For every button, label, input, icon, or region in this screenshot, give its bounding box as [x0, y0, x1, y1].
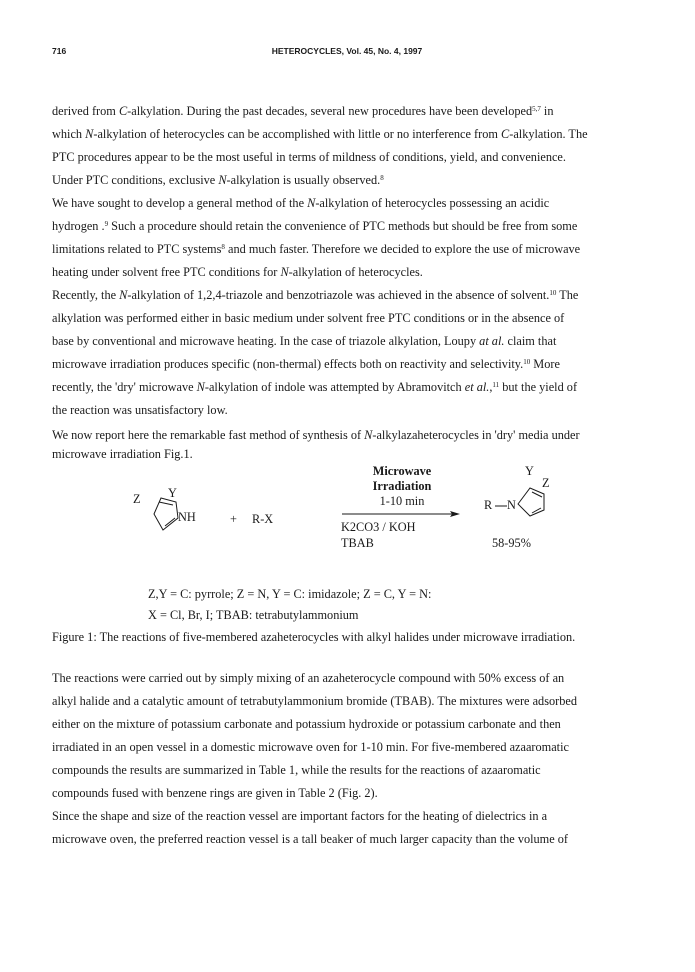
- text-line: heating under solvent free PTC conditions for N-alkylation of heterocycles.: [52, 265, 423, 279]
- reaction-arrow: [342, 510, 462, 518]
- text-line: base by conventional and microwave heating. In the case of triazole alkylation, Loupy at al. claim that: [52, 334, 557, 348]
- text-line: irradiated in an open vessel in a domestic microwave oven for 1-10 min. For five-membered azaaromatic: [52, 740, 569, 754]
- text-line: compounds the results are summarized in Table 1, while the results for the reactions of azaaromatic: [52, 763, 541, 777]
- legend-line: X = Cl, Br, I; TBAB: tetrabutylammonium: [148, 608, 359, 622]
- condition-catalyst: TBAB: [341, 536, 374, 550]
- text-line: PTC procedures appear to be the most useful in terms of mildness of conditions, yield, and convenience.: [52, 150, 566, 164]
- atom-y-label: Y: [168, 486, 177, 500]
- text-line: We now report here the remarkable fast method of synthesis of N-alkylazaheterocycles in 'dry' media under: [52, 428, 580, 442]
- paragraph-1: [52, 100, 642, 192]
- product-y-label: Y: [525, 464, 534, 478]
- text-line: We have sought to develop a general method of the N-alkylation of heterocycles possessing an acidic: [52, 196, 550, 210]
- legend-line: Z,Y = C: pyrrole; Z = N, Y = C: imidazole; Z = C, Y = N:: [148, 587, 432, 601]
- figure-caption: Figure 1: The reactions of five-membered azaheterocycles with alkyl halides under microwave irradiation.: [52, 630, 576, 644]
- text-line: The reactions were carried out by simply mixing of an azaheterocycle compound with 50% excess of an: [52, 671, 565, 685]
- text-line: Since the shape and size of the reaction vessel are important factors for the heating of dielectrics in a: [52, 809, 548, 823]
- text-line: microwave irradiation produces specific (non-thermal) effects both on reactivity and selectivity.$^{10}$ More: [52, 357, 560, 371]
- paragraph-2: [52, 192, 642, 284]
- product-n-label: N: [507, 498, 516, 512]
- text-line: microwave oven, the preferred reaction vessel is a tall beaker of much larger capacity than the volume of: [52, 832, 569, 846]
- text-line: alkyl halide and a catalytic amount of tetrabutylammonium bromide (TBAB). The mixtures were adsorbed: [52, 694, 577, 708]
- text-line: Recently, the N-alkylation of 1,2,4-triazole and benzotriazole was achieved in the absence of solvent.$^{10}$ The: [52, 288, 579, 302]
- paragraph-4: [52, 426, 642, 464]
- scheme-legend: [148, 584, 628, 626]
- product-z-label: Z: [542, 476, 550, 490]
- paragraph-3: [52, 284, 642, 422]
- azole-ring-product: [514, 478, 564, 528]
- reaction-scheme: [52, 464, 642, 584]
- atom-z-label: Z: [133, 492, 141, 506]
- condition-irradiation: Irradiation: [372, 479, 432, 493]
- atom-nh-label: NH: [178, 510, 196, 524]
- text-line: the reaction was unsatisfactory low.: [52, 403, 228, 417]
- text-line: which N-alkylation of heterocycles can be accomplished with little or no interference from C-alkylation. The: [52, 127, 588, 141]
- text-line: limitations related to PTC systems$^8$ and much faster. Therefore we decided to explore the use of microwave: [52, 242, 581, 256]
- text-line: alkylation was performed either in basic medium under solvent free PTC conditions or in the absence of: [52, 311, 565, 325]
- journal-title: HETEROCYCLES, Vol. 45, No. 4, 1997: [271, 46, 423, 56]
- reagent-label: R-X: [252, 512, 274, 526]
- text-line: derived from C-alkylation. During the past decades, several new procedures have been developed$^{5,7}$ in: [52, 104, 554, 118]
- text-line: hydrogen .$^9$ Such a procedure should retain the convenience of PTC methods but should be free from some: [52, 219, 578, 233]
- text-line: Under PTC conditions, exclusive N-alkylation is usually observed.$^8$: [52, 173, 384, 187]
- plus-sign: +: [230, 512, 237, 526]
- article-body: [52, 100, 642, 851]
- text-line: microwave irradiation Fig.1.: [52, 447, 193, 461]
- condition-time: 1-10 min: [379, 494, 425, 508]
- paragraph-5: [52, 667, 642, 805]
- yield-label: 58-95%: [492, 536, 531, 550]
- paragraph-6: [52, 805, 642, 851]
- condition-base: K2CO3 / KOH: [341, 520, 416, 534]
- condition-microwave: Microwave: [372, 464, 432, 478]
- text-line: recently, the 'dry' microwave N-alkylation of indole was attempted by Abramovitch et al.,$^{11}$ but the yield of: [52, 380, 578, 394]
- page-number: 716: [52, 46, 67, 56]
- product-r-label: R: [484, 498, 493, 512]
- running-header: [52, 46, 642, 62]
- text-line: either on the mixture of potassium carbonate and potassium hydroxide or potassium carbonate and then: [52, 717, 561, 731]
- text-line: compounds fused with benzene rings are given in Table 2 (Fig. 2).: [52, 786, 378, 800]
